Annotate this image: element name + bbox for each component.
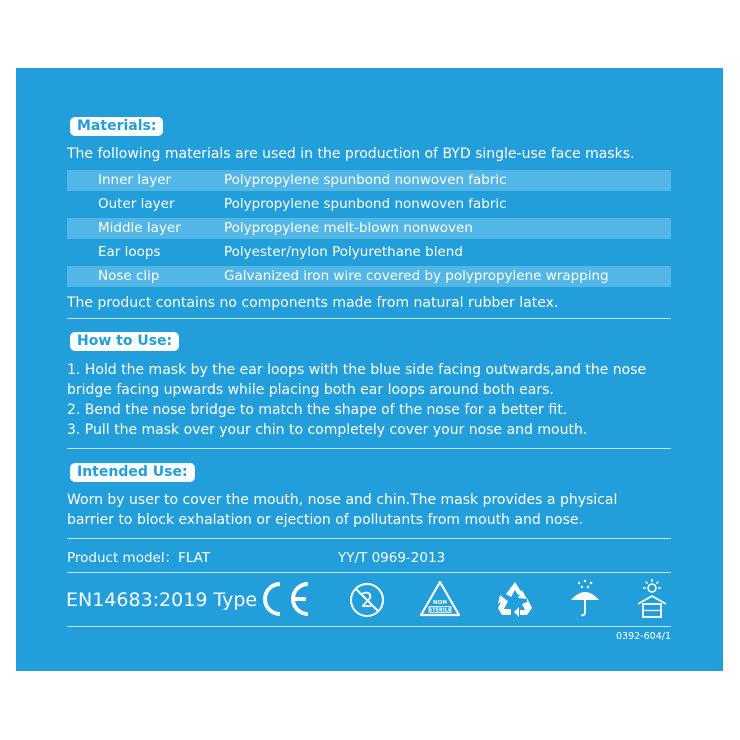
do-not-reuse-icon (348, 581, 386, 619)
how-to-use-heading: How to Use: (70, 332, 179, 351)
how-to-use-line: 1. Hold the mask by the ear loops with the blue side facing outwards,and the nose (67, 362, 647, 378)
document-code: 0392-604/1 (616, 631, 671, 642)
material-description: Polyester/nylon Polyurethane blend (224, 244, 463, 260)
how-to-use-line: 2. Bend the nose bridge to match the shape of the nose for a better fit. (67, 402, 568, 418)
section-divider (67, 572, 671, 573)
product-model: Product model：FLAT (67, 550, 211, 566)
latex-note: The product contains no components made from natural rubber latex. (67, 295, 559, 311)
intended-use-line: Worn by user to cover the mouth, nose and chin.The mask provides a physical (67, 492, 618, 508)
material-description: Polypropylene spunbond nonwoven fabric (224, 172, 507, 188)
non-sterile-bottom-text: STERILE (428, 607, 452, 614)
material-description: Galvanized iron wire covered by polypropylene wrapping (224, 268, 609, 284)
materials-row (67, 170, 671, 191)
materials-intro: The following materials are used in the production of BYD single-use face masks. (67, 146, 635, 162)
material-part: Middle layer (98, 220, 181, 236)
material-description: Polypropylene melt-blown nonwoven (224, 220, 473, 236)
materials-row (67, 194, 671, 215)
intended-use-heading: Intended Use: (70, 463, 195, 482)
materials-row (67, 266, 671, 287)
material-part: Outer layer (98, 196, 175, 212)
standard-en: EN14683:2019 Type I (66, 589, 269, 611)
non-sterile-icon (418, 579, 462, 619)
recycle-icon (494, 578, 536, 620)
section-divider (67, 538, 671, 539)
do-not-reuse-number: 2 (360, 588, 374, 612)
materials-row (67, 242, 671, 263)
section-divider (67, 626, 671, 627)
section-divider (67, 448, 671, 449)
materials-row (67, 218, 671, 239)
keep-dry-icon (565, 578, 605, 620)
materials-heading: Materials: (70, 117, 163, 136)
material-part: Nose clip (98, 268, 160, 284)
standard-yy: YY/T 0969-2013 (338, 550, 446, 566)
how-to-use-line: 3. Pull the mask over your chin to completely cover your nose and mouth. (67, 422, 588, 438)
material-description: Polypropylene spunbond nonwoven fabric (224, 196, 507, 212)
material-part: Inner layer (98, 172, 172, 188)
non-sterile-top-text: NON (433, 600, 447, 606)
ce-mark-text: CE (258, 579, 260, 580)
keep-away-from-sunlight-icon (632, 578, 672, 620)
intended-use-line: barrier to block exhalation or ejection of pollutants from mouth and nose. (67, 512, 583, 528)
material-part: Ear loops (98, 244, 161, 260)
how-to-use-line: bridge facing upwards while placing both ear loops around both ears. (67, 382, 554, 398)
section-divider (67, 318, 671, 319)
ce-mark-icon (258, 579, 318, 619)
